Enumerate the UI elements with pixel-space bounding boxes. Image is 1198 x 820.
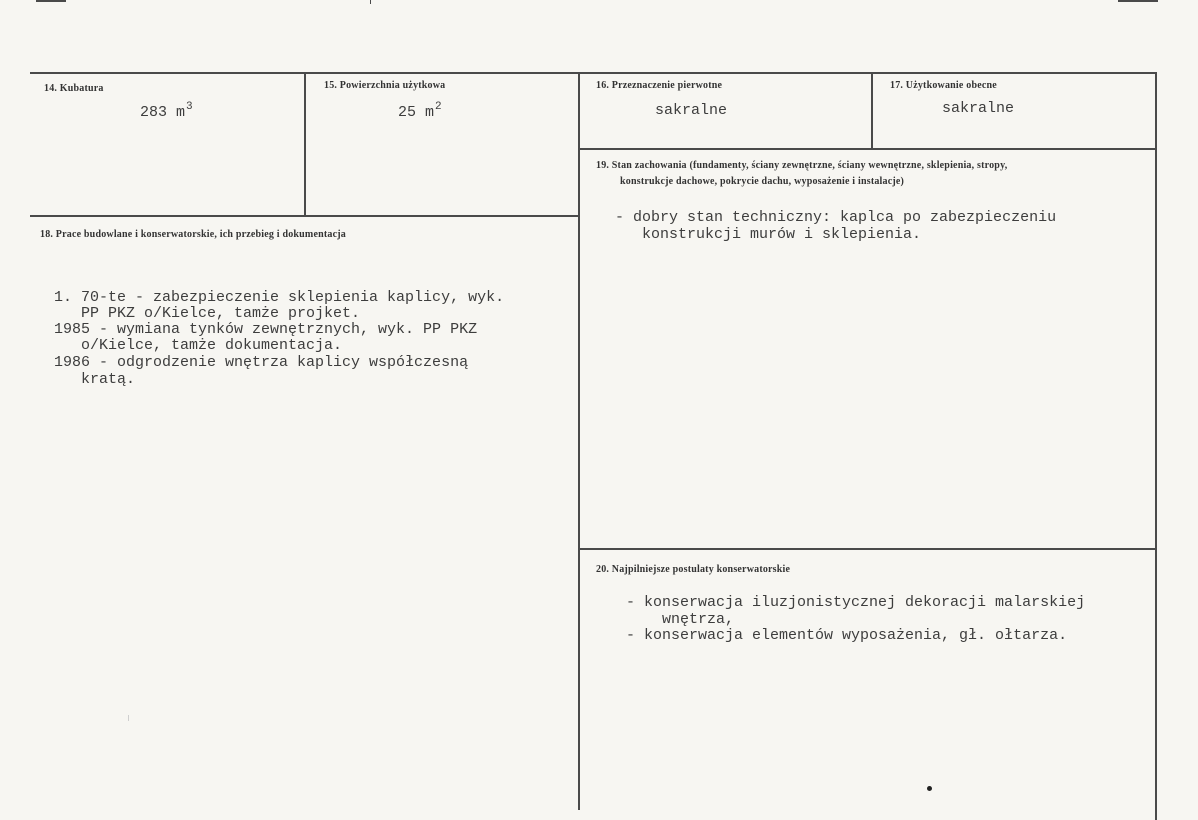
divider-left-right [578, 72, 580, 810]
field-18-line-5: 1986 - odgrodzenie wnętrza kaplicy współczesną [54, 354, 469, 371]
field-19-line-2: konstrukcji murów i sklepienia. [615, 226, 922, 243]
form-right-border [1155, 72, 1157, 820]
field-19-line-1: - dobry stan techniczny: kaplca po zabezpieczeniu [615, 209, 1057, 226]
field-14-unit-exponent: 3 [186, 101, 193, 113]
field-20-line-2: wnętrza, [626, 611, 735, 628]
field-19-label-line-2: konstrukcje dachowe, pokrycie dachu, wyposażenie i instalacje) [620, 176, 905, 187]
field-20-label: 20. Najpilniejsze postulaty konserwatorskie [596, 564, 791, 575]
faint-mark [128, 715, 129, 721]
field-20-line-1: - konserwacja iluzjonistycznej dekoracji malarskiej [626, 594, 1086, 611]
field-18-line-2: PP PKZ o/Kielce, tamże projket. [54, 305, 361, 322]
top-edge-mark-right [1118, 0, 1158, 2]
field-19-label-line-1: 19. Stan zachowania (fundamenty, ściany zewnętrzne, ściany wewnętrzne, sklepienia, stropy, [596, 160, 1008, 171]
field-16-label: 16. Przeznaczenie pierwotne [596, 80, 723, 91]
field-18-label: 18. Prace budowlane i konserwatorskie, ich przebieg i dokumentacja [40, 229, 346, 240]
top-edge-mark-left [36, 0, 66, 2]
field-15-number: 25 m [398, 104, 435, 121]
field-17-label: 17. Użytkowanie obecne [890, 80, 997, 91]
field-15-value [398, 101, 442, 123]
field-14-label: 14. Kubatura [44, 83, 104, 94]
divider-14-15 [304, 72, 306, 216]
field-16-value: sakralne [655, 102, 728, 119]
form-top-border [30, 72, 1157, 74]
field-18-line-3: 1985 - wymiana tynków zewnętrznych, wyk. PP PKZ [54, 321, 478, 338]
divider-16-19 [580, 148, 1157, 150]
ink-dot [927, 786, 932, 791]
field-18-line-6: kratą. [54, 371, 136, 388]
field-14-number: 283 m [140, 104, 186, 121]
divider-16-17 [871, 72, 873, 150]
field-15-unit-exponent: 2 [435, 101, 442, 113]
field-20-line-3: - konserwacja elementów wyposażenia, gł. ołtarza. [626, 627, 1068, 644]
field-17-value: sakralne [942, 100, 1015, 117]
field-14-value [140, 101, 193, 123]
field-15-label: 15. Powierzchnia użytkowa [324, 80, 446, 91]
top-edge-tick [370, 0, 371, 4]
divider-19-20 [578, 548, 1157, 550]
field-18-line-4: o/Kielce, tamże dokumentacja. [54, 337, 343, 354]
field-18-line-1: 1. 70-te - zabezpieczenie sklepienia kaplicy, wyk. [54, 289, 505, 306]
